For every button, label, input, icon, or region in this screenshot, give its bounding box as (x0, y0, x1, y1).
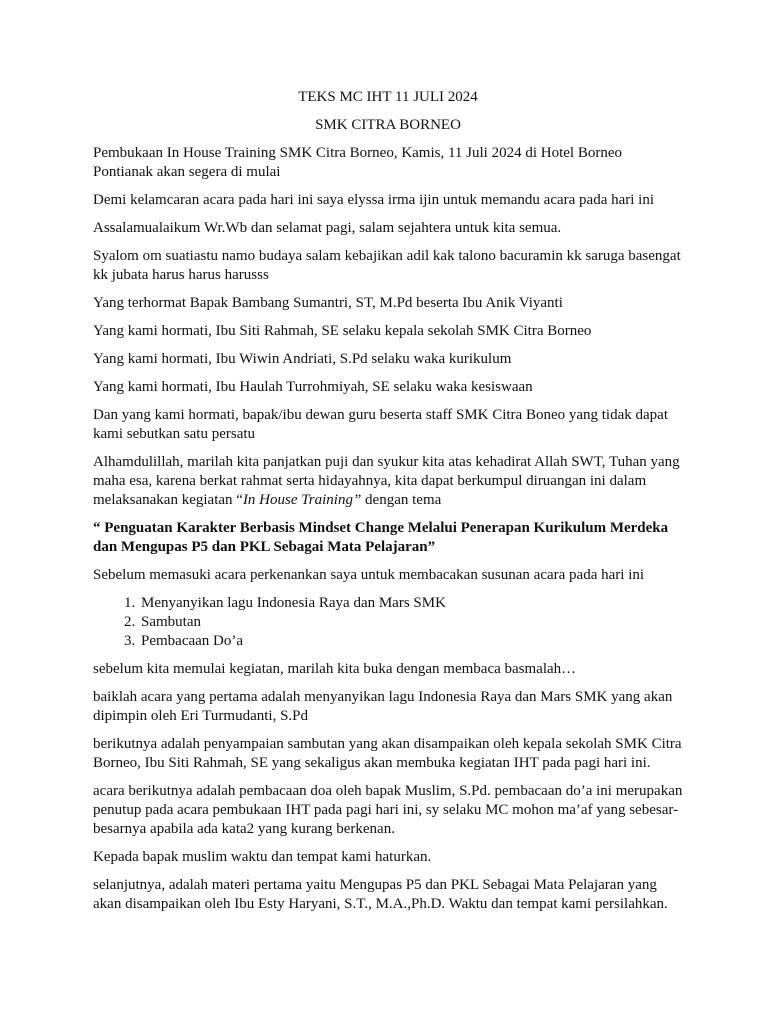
alhamdulillah-text: Alhamdulillah, marilah kita panjatkan puji dan syukur kita atas kehadirat Allah SWT, Tuhan yang maha esa, karena berkat rahmat serta hidayahnya, kita dapat berkumpul diruangan ini dalam melaksanakan kegiatan “ (93, 454, 680, 508)
paragraph-honored-guest-2: Yang kami hormati, Ibu Siti Rahmah, SE selaku kepala sekolah SMK Citra Borneo (93, 323, 592, 339)
document-title: TEKS MC IHT 11 JULI 2024 (298, 89, 478, 105)
alhamdulillah-tail: dengan tema (361, 492, 442, 508)
agenda-item: 1. Menyanyikan lagu Indonesia Raya dan Mars SMK (139, 594, 683, 613)
agenda-item: 2. Sambutan (139, 613, 683, 632)
paragraph-honored-guest-5: Dan yang kami hormati, bapak/ibu dewan guru beserta staff SMK Citra Boneo yang tidak dapat kami sebutkan satu persatu (93, 407, 668, 442)
paragraph-first-material: selanjutnya, adalah materi pertama yaitu Mengupas P5 dan PKL Sebagai Mata Pelajaran yang akan disampaikan oleh Ibu Esty Haryani, S.T., M.A.,Ph.D. Waktu dan tempat kami persilahkan. (93, 877, 668, 912)
agenda-item: 3. Pembacaan Do’a (139, 632, 683, 651)
paragraph-interfaith-greeting: Syalom om suatiastu namo budaya salam kebajikan adil kak talono bacuramin kk saruga basengat kk jubata harus harus harusss (93, 248, 681, 283)
paragraph-speech: berikutnya adalah penyampaian sambutan yang akan disampaikan oleh kepala sekolah SMK Citra Borneo, Ibu Siti Rahmah, SE yang sekaligus akan membuka kegiatan IHT pada pagi hari ini. (93, 736, 682, 771)
paragraph-opening: Pembukaan In House Training SMK Citra Borneo, Kamis, 11 Juli 2024 di Hotel Borneo Pontianak akan segera di mulai (93, 145, 622, 180)
alhamdulillah-italic: In House Training” (242, 492, 362, 508)
paragraph-theme: “ Penguatan Karakter Berbasis Mindset Change Melalui Penerapan Kurikulum Merdeka dan Mengupas P5 dan PKL Sebagai Mata Pelajaran” (93, 520, 669, 555)
document-page (93, 88, 683, 923)
paragraph-honored-guest-4: Yang kami hormati, Ibu Haulah Turrohmiyah, SE selaku waka kesiswaan (93, 379, 533, 395)
paragraph-basmalah: sebelum kita memulai kegiatan, marilah kita buka dengan membaca basmalah… (93, 661, 577, 677)
paragraph-agenda-intro: Sebelum memasuki acara perkenankan saya untuk membacakan susunan acara pada hari ini (93, 567, 645, 583)
paragraph-anthem: baiklah acara yang pertama adalah menyanyikan lagu Indonesia Raya dan Mars SMK yang akan dipimpin oleh Eri Turmudanti, S.Pd (93, 689, 673, 724)
document-subtitle: SMK CITRA BORNEO (315, 117, 461, 133)
paragraph-honored-guest-3: Yang kami hormati, Ibu Wiwin Andriati, S.Pd selaku waka kurikulum (93, 351, 512, 367)
paragraph-prayer: acara berikutnya adalah pembacaan doa oleh bapak Muslim, S.Pd. pembacaan do’a ini merupakan penutup pada acara pembukaan IHT pada pagi hari ini, sy selaku MC mohon ma’af yang sebesar- besarnya apabila ada kata2 yang kurang berkenan. (93, 783, 683, 837)
paragraph-honored-guest-1: Yang terhormat Bapak Bambang Sumantri, ST, M.Pd beserta Ibu Anik Viyanti (93, 295, 563, 311)
paragraph-alhamdulillah (93, 453, 683, 510)
agenda-list (93, 594, 683, 651)
paragraph-greeting: Assalamualaikum Wr.Wb dan selamat pagi, salam sejahtera untuk kita semua. (93, 220, 562, 236)
paragraph-prayer-invite: Kepada bapak muslim waktu dan tempat kami haturkan. (93, 849, 432, 865)
paragraph-mc-intro: Demi kelamcaran acara pada hari ini saya elyssa irma ijin untuk memandu acara pada hari ini (93, 192, 655, 208)
